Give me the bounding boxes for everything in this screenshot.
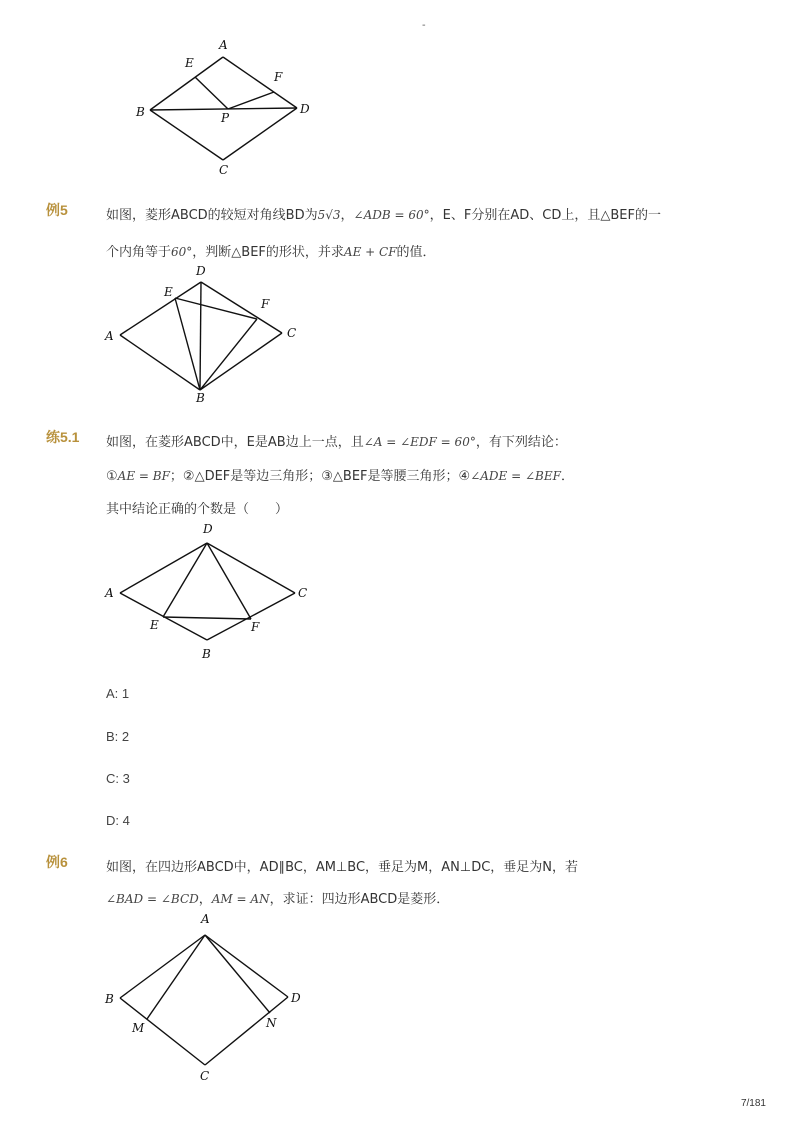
figure-practice-5-1 [100, 515, 320, 665]
example-6-line-2: ∠BAD = ∠BCD，AM = AN，求证：四边形ABCD是菱形． [106, 892, 450, 907]
label-e: E [185, 56, 194, 70]
option-c[interactable]: C: 3 [106, 771, 130, 786]
label-e: E [164, 285, 173, 299]
figure-example-5 [100, 260, 310, 405]
label-a: A [105, 329, 114, 343]
label-n: N [266, 1016, 277, 1030]
header-mark: - [422, 20, 426, 31]
label-e: E [150, 618, 159, 632]
label-c: C [298, 586, 308, 600]
figure-example-6 [100, 905, 320, 1085]
label-a: A [219, 38, 228, 52]
label-f: F [251, 620, 260, 634]
label-b: B [136, 105, 145, 119]
practice-5-1-tag: 练5.1 [46, 429, 80, 445]
example-5-line-1: 如图，菱形ABCD的较短对角线BD为5√3，∠ADB = 60°，E、F分别在AD、CD上，且△BEF的一 [106, 208, 661, 223]
page-number: 7/181 [740, 1098, 766, 1109]
label-a: A [201, 912, 210, 926]
option-b[interactable]: B: 2 [106, 729, 130, 744]
example-6-tag: 例6 [46, 854, 68, 870]
label-b: B [202, 647, 211, 661]
label-a: A [105, 586, 114, 600]
label-m: M [132, 1021, 145, 1035]
label-b: B [196, 391, 205, 405]
label-p: P [221, 111, 230, 125]
label-c: C [287, 326, 297, 340]
figure-rhombus-abcd-p [130, 30, 330, 180]
label-d: D [196, 264, 206, 278]
label-f: F [274, 70, 283, 84]
label-c: C [219, 163, 229, 177]
option-d[interactable]: D: 4 [106, 813, 130, 828]
label-f: F [261, 297, 270, 311]
practice-5-1-line-3: 其中结论正确的个数是（ ） [106, 502, 289, 517]
example-5-tag: 例5 [46, 202, 68, 218]
practice-5-1-line-1: 如图，在菱形ABCD中，E是AB边上一点，且∠A = ∠EDF = 60°，有下列结论： [106, 435, 567, 450]
label-d: D [203, 522, 213, 536]
example-5-line-2: 个内角等于60°，判断△BEF的形状，并求AE + CF的值． [106, 245, 436, 260]
label-d: D [291, 991, 301, 1005]
label-b: B [105, 992, 114, 1006]
practice-5-1-line-2: ①AE = BF；②△DEF是等边三角形；③△BEF是等腰三角形；④∠ADE = ∠BEF． [106, 469, 574, 484]
label-d: D [300, 102, 310, 116]
label-c: C [200, 1069, 210, 1083]
example-6-line-1: 如图，在四边形ABCD中，AD∥BC，AM⊥BC，垂足为M，AN⊥DC，垂足为N，若 [106, 860, 579, 875]
option-a[interactable]: A: 1 [106, 686, 130, 701]
